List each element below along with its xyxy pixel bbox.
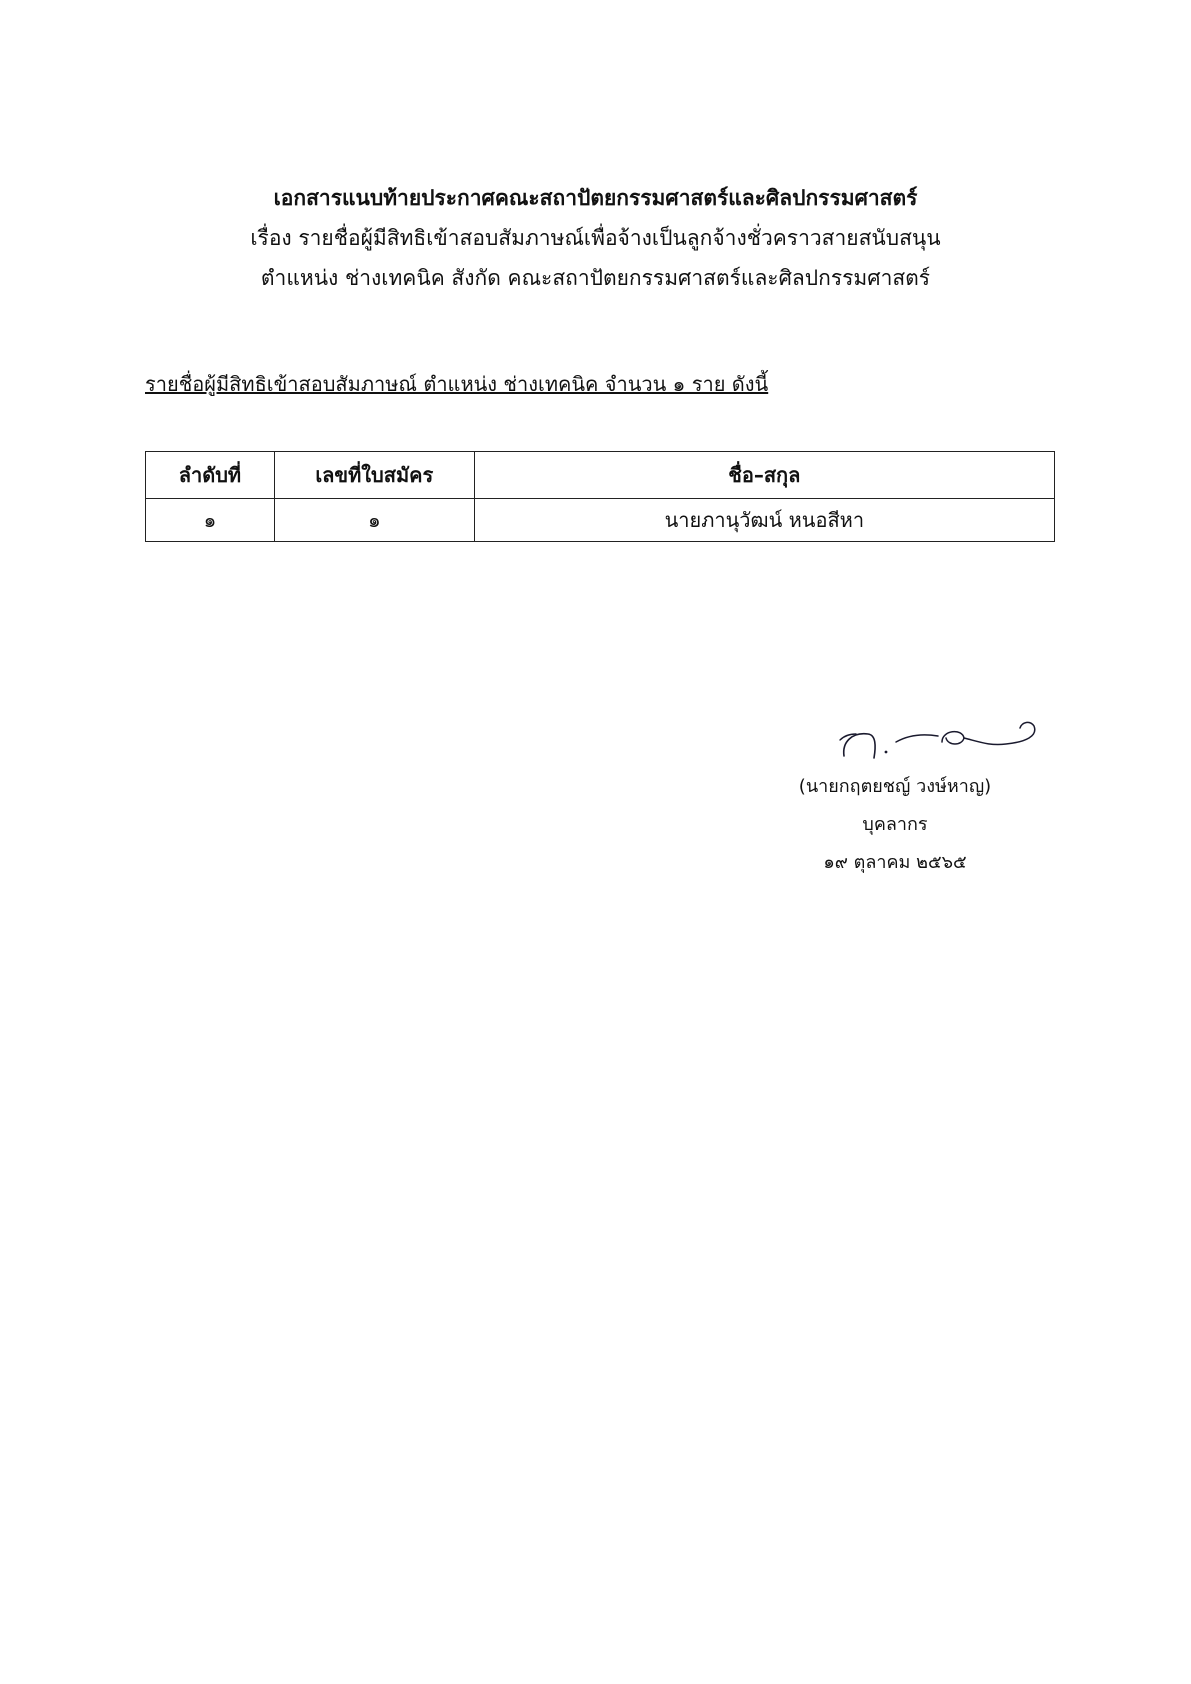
handwritten-signature [830, 712, 1040, 772]
table-row [146, 499, 1055, 542]
candidate-table [145, 451, 1055, 542]
intro-text: รายชื่อผู้มีสิทธิเข้าสอบสัมภาษณ์ ตำแหน่ง ช่างเทคนิค จำนวน ๑ ราย ดังนี้ [145, 372, 769, 396]
signature-block [720, 768, 1070, 882]
table-header-row [146, 452, 1055, 499]
signer-name: (นายกฤตยชญ์ วงษ์หาญ) [798, 776, 992, 797]
attachment-title: เอกสารแนบท้ายประกาศคณะสถาปัตยกรรมศาสตร์และศิลปกรรมศาสตร์ [273, 186, 918, 210]
cell-application-no: ๑ [274, 499, 474, 542]
cell-full-name: นายภานุวัฒน์ หนอสีหา [474, 499, 1054, 542]
position-line: ตำแหน่ง ช่างเทคนิค สังกัด คณะสถาปัตยกรรมศาสตร์และศิลปกรรมศาสตร์ [260, 266, 931, 290]
column-header-application-no: เลขที่ใบสมัคร [274, 452, 474, 499]
column-header-order: ลำดับที่ [146, 452, 275, 499]
cell-order: ๑ [146, 499, 275, 542]
column-header-full-name: ชื่อ–สกุล [474, 452, 1054, 499]
subject-line: เรื่อง รายชื่อผู้มีสิทธิเข้าสอบสัมภาษณ์เพื่อจ้างเป็นลูกจ้างชั่วคราวสายสนับสนุน [250, 226, 941, 250]
signer-position: บุคลากร [862, 814, 928, 835]
document-header [0, 178, 1191, 298]
signature-date: ๑๙ ตุลาคม ๒๕๖๕ [823, 852, 967, 873]
